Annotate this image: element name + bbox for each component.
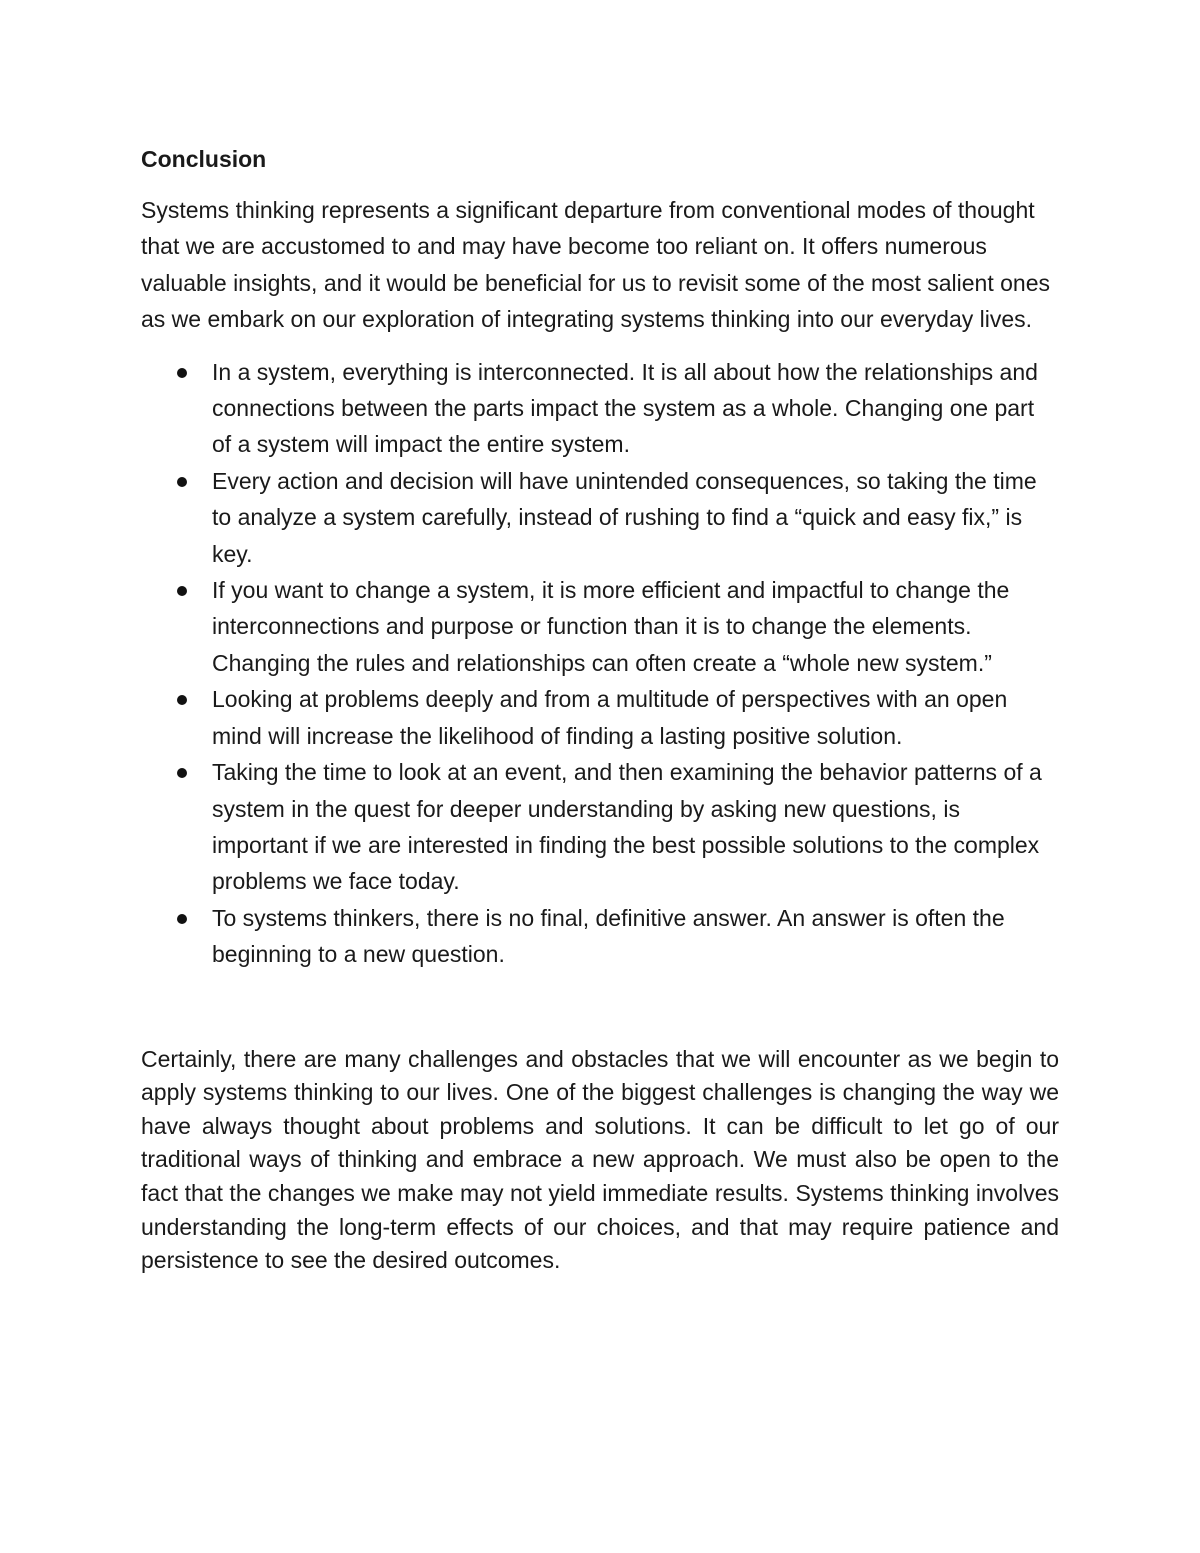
document-page xyxy=(141,140,1059,1278)
closing-paragraph: Certainly, there are many challenges and obstacles that we will encounter as we begin to apply systems thinking to our lives. One of the biggest challenges is changing the way we have always thought about problems and solutions. It can be difficult to let go of our traditional ways of thinking and embrace a new approach. We must also be open to the fact that the changes we make may not yield immediate results. Systems thinking involves understanding the long-term effects of our choices, and that may require patience and persistence to see the desired outcomes. xyxy=(141,1045,1059,1274)
bullet-icon xyxy=(177,768,187,778)
list-item-text: To systems thinkers, there is no final, definitive answer. An answer is often the beginning to a new question. xyxy=(212,904,1005,968)
list-item xyxy=(141,463,1059,572)
list-item xyxy=(141,900,1059,973)
intro-paragraph: Systems thinking represents a significant departure from conventional modes of thought that we are accustomed to and may have become too reliant on. It offers numerous valuable insights, and it would be beneficial for us to revisit some of the most salient ones as we embark on our exploration of integrating systems thinking into our everyday lives. xyxy=(141,197,1050,333)
list-item-text: If you want to change a system, it is more efficient and impactful to change the interconnections and purpose or function than it is to change the elements. Changing the rules and relationships can often create a “whole new system.” xyxy=(212,577,1010,676)
list-item xyxy=(141,354,1059,463)
bullet-icon xyxy=(177,914,187,924)
list-item xyxy=(141,572,1059,681)
list-item-text: Taking the time to look at an event, and then examining the behavior patterns of a system in the quest for deeper understanding by asking new questions, is important if we are interested in finding the best possible solutions to the complex problems we face today. xyxy=(212,759,1042,895)
list-item xyxy=(141,681,1059,754)
bullet-icon xyxy=(177,695,187,705)
bullet-icon xyxy=(177,368,187,378)
bullet-icon xyxy=(177,477,187,487)
list-item-text: In a system, everything is interconnected. It is all about how the relationships and connections between the parts impact the system as a whole. Changing one part of a system will impact the entire system. xyxy=(212,358,1038,458)
bullet-icon xyxy=(177,586,187,596)
list-item-text: Looking at problems deeply and from a multitude of perspectives with an open mind will increase the likelihood of finding a lasting positive solution. xyxy=(212,686,1008,749)
list-item-text: Every action and decision will have unintended consequences, so taking the time to analyze a system carefully, instead of rushing to find a “quick and easy fix,” is key. xyxy=(212,467,1037,567)
key-insights-list xyxy=(141,354,1059,973)
section-heading: Conclusion xyxy=(141,146,267,172)
list-item xyxy=(141,754,1059,900)
